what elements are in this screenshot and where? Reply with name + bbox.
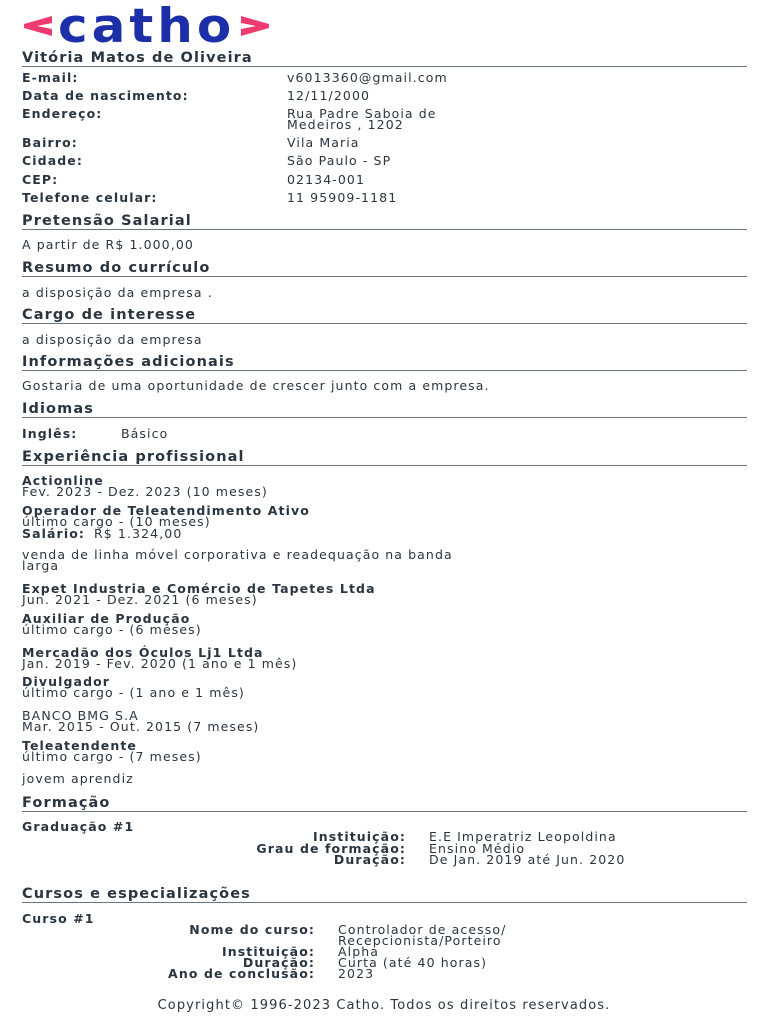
chevron-right-icon [241, 10, 271, 42]
exp-period: Fev. 2023 - Dez. 2023 (10 meses) [22, 484, 268, 499]
exp-role: Divulgador [22, 674, 111, 689]
field-value-email: v6013360@gmail.com [287, 70, 448, 85]
exp-role-period: último cargo - (6 meses) [22, 622, 202, 637]
exp-description: venda de linha móvel corporativa e readequação na banda [22, 547, 453, 562]
logo-wordmark: catho [58, 0, 236, 54]
field-label-address: Endereço: [22, 106, 103, 121]
exp-period: Jun. 2021 - Dez. 2021 (6 meses) [22, 592, 258, 607]
course-institution: Alpha [338, 944, 380, 959]
field-label-city: Cidade: [22, 153, 83, 168]
course-year: 2023 [338, 966, 375, 981]
course-duration: Curta (até 40 horas) [338, 955, 488, 970]
exp-company: Mercadão dos Óculos Lj1 Ltda [22, 645, 264, 660]
exp-role-period: último cargo - (1 ano e 1 mês) [22, 685, 245, 700]
divider [22, 902, 747, 903]
exp-period: Mar. 2015 - Out. 2015 (7 meses) [22, 719, 260, 734]
section-title-experience: Experiência profissional [22, 449, 245, 465]
divider [22, 417, 747, 418]
divider [22, 370, 747, 371]
education-duration-label: Duração: [333, 852, 406, 867]
education-institution: E.E Imperatriz Leopoldina [429, 829, 617, 844]
education-duration: De Jan. 2019 até Jun. 2020 [429, 852, 626, 867]
divider [22, 66, 747, 67]
course-year-label: Ano de conclusão: [168, 966, 315, 981]
field-label-phone: Telefone celular: [22, 190, 158, 205]
section-title-salary: Pretensão Salarial [22, 213, 192, 229]
education-heading: Graduação #1 [22, 819, 135, 834]
exp-description: jovem aprendiz [22, 771, 134, 786]
field-label-district: Bairro: [22, 135, 78, 150]
language-label: Inglês: [22, 426, 78, 441]
section-title-languages: Idiomas [22, 401, 94, 417]
course-name: Controlador de acesso/ [338, 922, 507, 937]
education-degree: Ensino Médio [429, 841, 526, 856]
section-title-additional: Informações adicionais [22, 354, 235, 370]
divider [22, 229, 747, 230]
field-value-district: Vila Maria [287, 135, 360, 150]
divider [22, 276, 747, 277]
salary-text: A partir de R$ 1.000,00 [22, 237, 194, 252]
exp-company: Actionline [22, 473, 104, 488]
course-duration-label: Duração: [242, 955, 315, 970]
field-value-phone: 11 95909-1181 [287, 190, 398, 205]
field-label-zip: CEP: [22, 172, 59, 187]
exp-role-period: último cargo - (7 meses) [22, 749, 202, 764]
copyright-footer: Copyright© 1996-2023 Catho. Todos os direitos reservados. [157, 998, 611, 1013]
field-label-email: E-mail: [22, 70, 79, 85]
exp-company: Expet Industria e Comércio de Tapetes Ltda [22, 581, 376, 596]
divider [22, 323, 747, 324]
divider [22, 465, 747, 466]
interest-text: a disposição da empresa [22, 332, 203, 347]
summary-text: a disposição da empresa . [22, 285, 213, 300]
course-heading: Curso #1 [22, 911, 95, 926]
catho-logo [22, 0, 271, 54]
field-label-birthdate: Data de nascimento: [22, 88, 189, 103]
field-value-zip: 02134-001 [287, 172, 366, 187]
section-title-interest: Cargo de interesse [22, 307, 197, 323]
field-value-address: Rua Padre Saboia de [287, 106, 437, 121]
exp-period: Jan. 2019 - Fev. 2020 (1 ano e 1 mês) [22, 656, 298, 671]
course-name-label: Nome do curso: [189, 922, 315, 937]
exp-description-2: larga [22, 558, 60, 573]
divider [22, 811, 747, 812]
section-title-summary: Resumo do currículo [22, 260, 211, 276]
chevron-left-icon [22, 10, 52, 42]
section-title-education: Formação [22, 795, 111, 811]
additional-text: Gostaria de uma oportunidade de crescer junto com a empresa. [22, 378, 490, 393]
education-institution-label: Instituição: [312, 829, 406, 844]
field-value-address-2: Medeiros , 1202 [287, 117, 404, 132]
exp-role-period: último cargo - (10 meses) [22, 514, 211, 529]
exp-role: Auxiliar de Produção [22, 611, 191, 626]
exp-company: BANCO BMG S.A [22, 708, 139, 723]
course-institution-label: Instituição: [221, 944, 315, 959]
language-level: Básico [121, 426, 169, 441]
education-degree-label: Grau de formação: [256, 841, 406, 856]
field-value-birthdate: 12/11/2000 [287, 88, 371, 103]
exp-salary: R$ 1.324,00 [94, 526, 183, 541]
exp-role: Teleatendente [22, 738, 137, 753]
exp-salary-label: Salário: [22, 526, 85, 541]
exp-role: Operador de Teleatendimento Ativo [22, 503, 310, 518]
candidate-name: Vitória Matos de Oliveira [22, 50, 253, 66]
section-title-courses: Cursos e especializações [22, 886, 251, 902]
field-value-city: São Paulo - SP [287, 153, 392, 168]
course-name-2: Recepcionista/Porteiro [338, 933, 502, 948]
